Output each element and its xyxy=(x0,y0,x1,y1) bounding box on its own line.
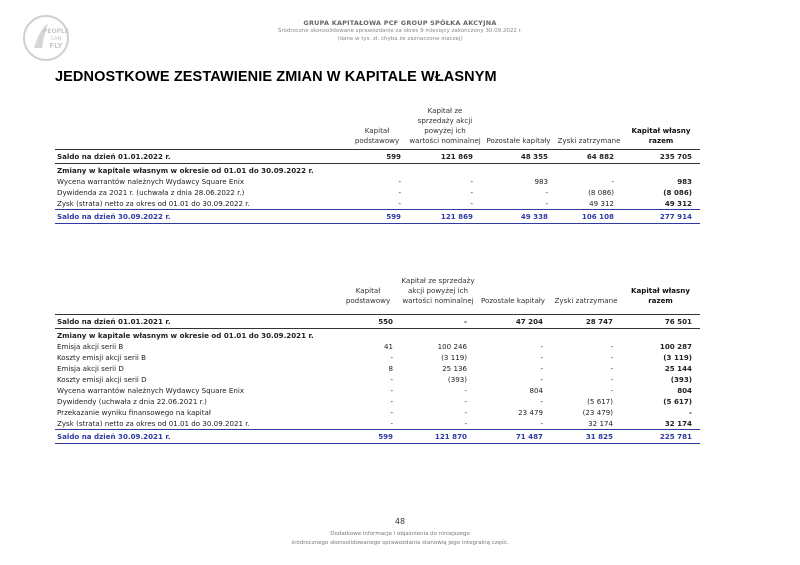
col-header: Kapitał podstawowy xyxy=(354,126,400,145)
table-cell: 25 136 xyxy=(442,364,467,373)
col-header: Kapitał ze sprzedaży akcji powyżej ich wartości nominalnej xyxy=(409,106,481,145)
table-cell: 106 108 xyxy=(556,210,622,224)
opening-balance-row xyxy=(55,315,700,329)
section-heading: Zmiany w kapitale własnym w okresie od 01.01 do 30.09.2021 r. xyxy=(57,330,314,340)
table-cell: - xyxy=(470,199,473,208)
table-cell: - xyxy=(610,342,613,351)
table-cell: - xyxy=(610,364,613,373)
table-row xyxy=(55,374,700,385)
table-row xyxy=(55,407,700,418)
table-cell: - xyxy=(540,342,543,351)
row-label: Koszty emisji akcji serii B xyxy=(57,353,147,362)
row-label: Dywidendy (uchwała z dnia 22.06.2021 r.) xyxy=(57,397,207,406)
closing-balance-row xyxy=(55,210,700,224)
svg-text:FLY: FLY xyxy=(49,42,63,50)
table-cell: (3 119) xyxy=(663,353,692,362)
table-cell: - xyxy=(390,375,393,384)
table-cell: 983 xyxy=(677,177,692,186)
table-cell: (23 479) xyxy=(582,408,613,417)
row-label: Przekazanie wyniku finansowego na kapitał xyxy=(57,408,211,417)
table-cell: (8 086) xyxy=(663,188,692,197)
row-label: Zysk (strata) netto za okres od 01.01 do 30.09.2021 r. xyxy=(57,419,250,428)
table-cell: - xyxy=(470,177,473,186)
table-cell: - xyxy=(390,386,393,395)
col-header: Kapitał ze sprzedaży akcji powyżej ich wartości nominalnej xyxy=(401,276,475,305)
document-header-units: (dane w tys. zł, chyba że zaznaczone inaczej) xyxy=(337,36,463,42)
col-header: Zyski zatrzymane xyxy=(557,136,621,145)
table-cell: (3 119) xyxy=(441,353,467,362)
document-header-subtitle: Śródroczne skonsolidowane sprawozdanie za okres 9 miesięcy zakończony 30.09.2022 r. xyxy=(277,28,523,34)
col-header: Kapitał własny razem xyxy=(631,286,690,305)
table-row xyxy=(55,341,700,352)
table-cell: 32 174 xyxy=(664,419,692,428)
table-cell: - xyxy=(464,408,467,417)
table-cell: 550 xyxy=(335,315,401,329)
table-cell: 25 144 xyxy=(664,364,692,373)
table-cell: 235 705 xyxy=(622,150,700,164)
row-label: Saldo na dzień 30.09.2021 r. xyxy=(55,430,335,444)
table-cell: 47 204 xyxy=(475,315,551,329)
footer-note-line-1: Dodatkowe informacje i objaśnienia do niniejszego xyxy=(330,531,470,537)
table-cell: - xyxy=(689,408,692,417)
table-cell: - xyxy=(540,364,543,373)
table-cell: 100 246 xyxy=(437,342,467,351)
row-label: Emisja akcji serii B xyxy=(57,342,124,351)
col-header: Kapitał własny razem xyxy=(631,126,691,145)
table-header-row xyxy=(55,276,700,309)
table-cell: - xyxy=(401,315,475,329)
row-label: Saldo na dzień 01.01.2022 r. xyxy=(55,150,345,164)
equity-changes-table-2021 xyxy=(55,276,700,444)
table-cell: - xyxy=(545,188,548,197)
table-cell: - xyxy=(610,375,613,384)
table-cell: - xyxy=(464,419,467,428)
row-label: Saldo na dzień 30.09.2022 r. xyxy=(55,210,345,224)
table-row xyxy=(55,176,700,187)
table-cell: 121 870 xyxy=(401,430,475,444)
table-cell: 599 xyxy=(345,210,409,224)
page-title: JEDNOSTKOWE ZESTAWIENIE ZMIAN W KAPITALE WŁASNYM xyxy=(55,69,497,85)
table-cell: - xyxy=(398,199,401,208)
table-cell: - xyxy=(390,419,393,428)
table-header-row xyxy=(55,106,700,150)
table-cell: - xyxy=(398,188,401,197)
table-cell: 64 882 xyxy=(556,150,622,164)
page-number: 48 xyxy=(394,517,406,526)
table-cell: (8 086) xyxy=(588,188,614,197)
table-cell: - xyxy=(545,199,548,208)
table-cell: 277 914 xyxy=(622,210,700,224)
section-heading-row xyxy=(55,164,700,177)
closing-balance-row xyxy=(55,430,700,444)
table-cell: 28 747 xyxy=(551,315,621,329)
table-cell: - xyxy=(540,419,543,428)
table-cell: 983 xyxy=(534,177,548,186)
table-cell: (393) xyxy=(670,375,692,384)
table-cell: 32 174 xyxy=(588,419,613,428)
table-cell: 71 487 xyxy=(475,430,551,444)
document-header-company: GRUPA KAPITAŁOWA PCF GROUP SPÓŁKA AKCYJNA xyxy=(303,19,497,27)
row-label: Wycena warrantów należnych Wydawcy Square Enix xyxy=(57,177,245,186)
equity-changes-table-2022 xyxy=(55,106,700,224)
table-cell: - xyxy=(390,408,393,417)
footer-note-line-2: śródrocznego skonsolidowanego sprawozdania stanowią jego integralną część. xyxy=(291,540,509,546)
opening-balance-row xyxy=(55,150,700,164)
table-cell: 49 312 xyxy=(589,199,614,208)
table-cell: - xyxy=(464,397,467,406)
table-cell: - xyxy=(390,397,393,406)
table-cell: 31 825 xyxy=(551,430,621,444)
row-label: Emisja akcji serii D xyxy=(57,364,124,373)
table-cell: (393) xyxy=(447,375,467,384)
row-label: Wycena warrantów należnych Wydawcy Square Enix xyxy=(57,386,245,395)
table-cell: 48 355 xyxy=(481,150,556,164)
table-cell: (5 617) xyxy=(663,397,692,406)
table-cell: 599 xyxy=(345,150,409,164)
section-heading-row xyxy=(55,329,700,342)
table-cell: - xyxy=(610,353,613,362)
table-cell: 23 479 xyxy=(518,408,543,417)
table-row xyxy=(55,363,700,374)
table-cell: - xyxy=(398,177,401,186)
table-cell: 49 312 xyxy=(664,199,692,208)
table-cell: - xyxy=(390,353,393,362)
row-label: Zysk (strata) netto za okres od 01.01 do 30.09.2022 r. xyxy=(57,199,250,208)
svg-text:CAN: CAN xyxy=(50,36,62,42)
table-cell: 49 338 xyxy=(481,210,556,224)
table-cell: - xyxy=(610,386,613,395)
section-heading: Zmiany w kapitale własnym w okresie od 01.01 do 30.09.2022 r. xyxy=(57,165,314,175)
table-cell: - xyxy=(611,177,614,186)
col-header: Zyski zatrzymane xyxy=(554,296,618,305)
table-cell: 225 781 xyxy=(621,430,700,444)
table-cell: 121 869 xyxy=(409,210,481,224)
table-row xyxy=(55,198,700,210)
table-cell: 8 xyxy=(388,364,393,373)
table-cell: - xyxy=(464,386,467,395)
table-cell: 121 869 xyxy=(409,150,481,164)
table-cell: 804 xyxy=(529,386,543,395)
col-header: Pozostałe kapitały xyxy=(480,296,546,305)
table-row xyxy=(55,418,700,430)
table-cell: 41 xyxy=(383,342,393,351)
table-cell: - xyxy=(470,188,473,197)
table-cell: - xyxy=(540,397,543,406)
row-label: Koszty emisji akcji serii D xyxy=(57,375,147,384)
col-header: Kapitał podstawowy xyxy=(345,286,391,305)
table-cell: 100 287 xyxy=(659,342,692,351)
table-cell: 599 xyxy=(335,430,401,444)
table-cell: (5 617) xyxy=(587,397,613,406)
table-row xyxy=(55,187,700,198)
company-logo xyxy=(22,14,70,62)
row-label: Saldo na dzień 01.01.2021 r. xyxy=(55,315,335,329)
table-cell: - xyxy=(540,375,543,384)
table-row xyxy=(55,385,700,396)
table-row xyxy=(55,396,700,407)
table-cell: - xyxy=(540,353,543,362)
svg-text:PEOPLE: PEOPLE xyxy=(43,28,69,35)
table-cell: 76 501 xyxy=(621,315,700,329)
table-cell: 804 xyxy=(677,386,692,395)
table-row xyxy=(55,352,700,363)
row-label: Dywidenda za 2021 r. (uchwała z dnia 28.06.2022 r.) xyxy=(57,188,245,197)
col-header: Pozostałe kapitały xyxy=(486,136,551,145)
